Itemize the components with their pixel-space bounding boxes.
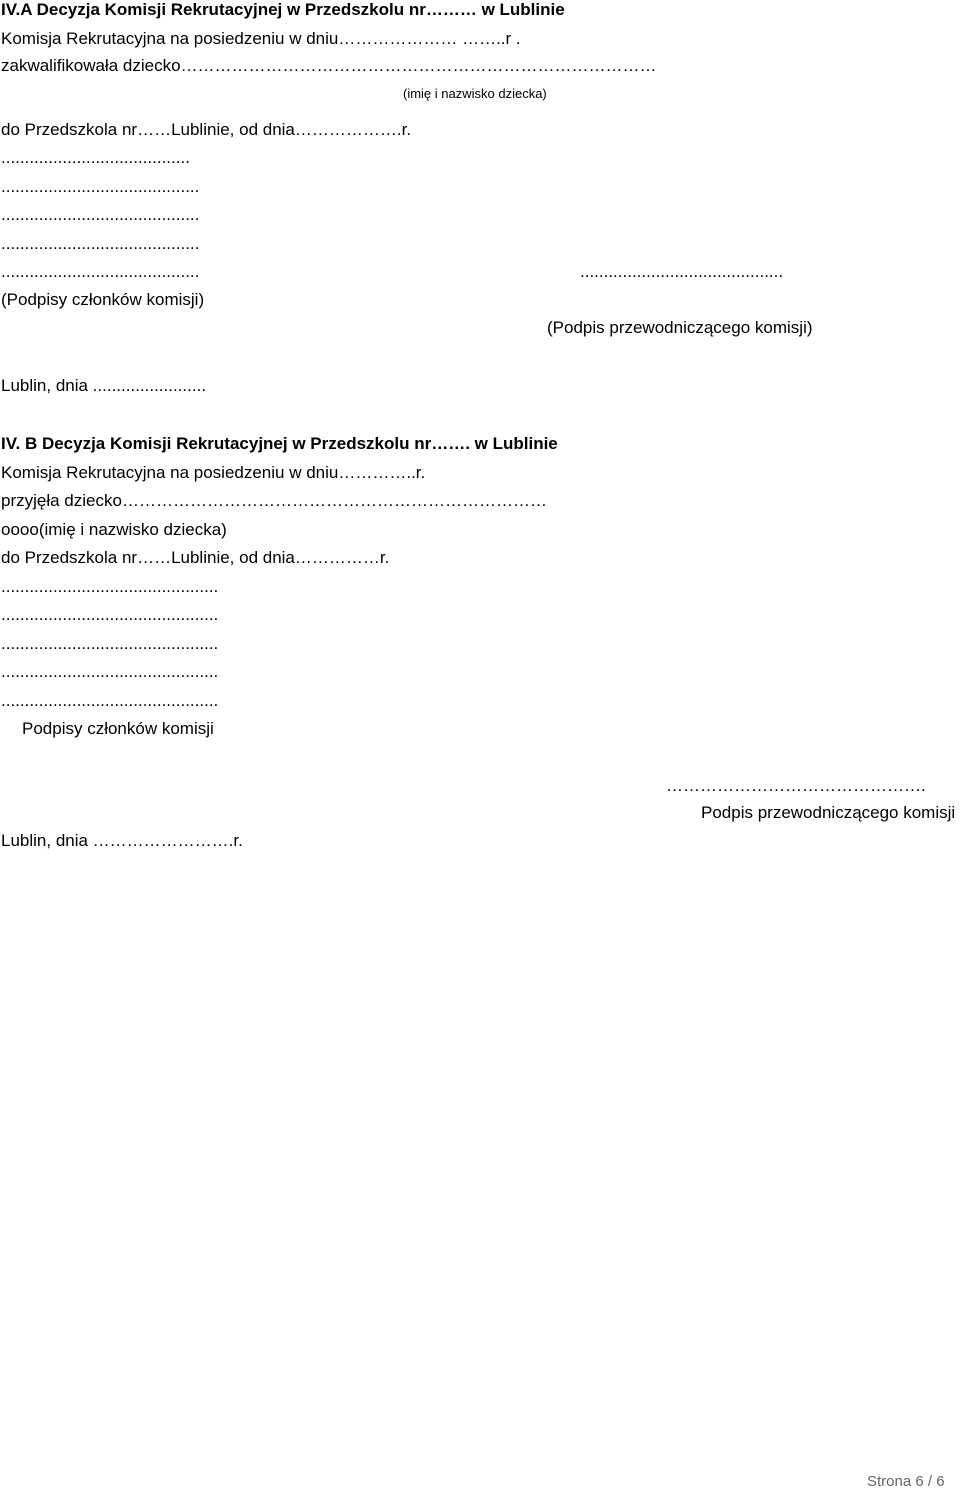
section-a-member-signature-line: .......................................... xyxy=(1,177,200,196)
section-b-chair-signature-line: ………………………………………. xyxy=(666,776,926,795)
section-b-member-signature-line: .............................................. xyxy=(1,662,219,681)
section-a-qualified-line: zakwalifikowała dziecko………………………………………………………………………… xyxy=(1,56,657,75)
section-a-member-signature-line: ........................................ xyxy=(1,148,190,167)
section-a-date: Lublin, dnia ........................ xyxy=(1,376,207,395)
page-number: Strona 6 / 6 xyxy=(867,1473,945,1490)
section-b-kindergarten-line: do Przedszkola nr……Lublinie, od dnia……………r. xyxy=(1,548,390,567)
section-a-member-signature-line: .......................................... xyxy=(1,205,200,224)
section-b-chair-caption: Podpis przewodniczącego komisji xyxy=(701,803,956,822)
section-a-chair-caption: (Podpis przewodniczącego komisji) xyxy=(547,318,813,337)
section-b-member-signature-line: .............................................. xyxy=(1,605,219,624)
section-b-child-name: oooo(imię i nazwisko dziecka) xyxy=(1,520,227,539)
section-b-heading: IV. B Decyzja Komisji Rekrutacyjnej w Przedszkolu nr……. w Lublinie xyxy=(1,434,558,453)
section-a-member-signature-line: .......................................... xyxy=(1,262,200,281)
section-a-child-name-caption: (imię i nazwisko dziecka) xyxy=(403,86,547,101)
section-b-member-signature-line: .............................................. xyxy=(1,691,219,710)
section-a-chair-signature-line: ........................................... xyxy=(580,262,784,281)
section-b-accepted-line: przyjęła dziecko………………………………………………………………… xyxy=(1,491,547,510)
section-a-heading: IV.A Decyzja Komisji Rekrutacyjnej w Przedszkolu nr……… w Lublinie xyxy=(1,0,565,19)
section-b-meeting-line: Komisja Rekrutacyjna na posiedzeniu w dniu…………..r. xyxy=(1,463,426,482)
section-a-member-signature-line: .......................................... xyxy=(1,234,200,253)
section-a-members-caption: (Podpisy członków komisji) xyxy=(1,290,205,309)
section-b-date: Lublin, dnia …………………….r. xyxy=(1,831,243,850)
section-a-kindergarten-line: do Przedszkola nr……Lublinie, od dnia……………….r. xyxy=(1,120,412,139)
section-b-member-signature-line: .............................................. xyxy=(1,577,219,596)
section-b-members-caption: Podpisy członków komisji xyxy=(22,719,214,738)
section-b-member-signature-line: .............................................. xyxy=(1,634,219,653)
section-a-meeting-line: Komisja Rekrutacyjna na posiedzeniu w dniu………………… ……..r . xyxy=(1,29,521,48)
